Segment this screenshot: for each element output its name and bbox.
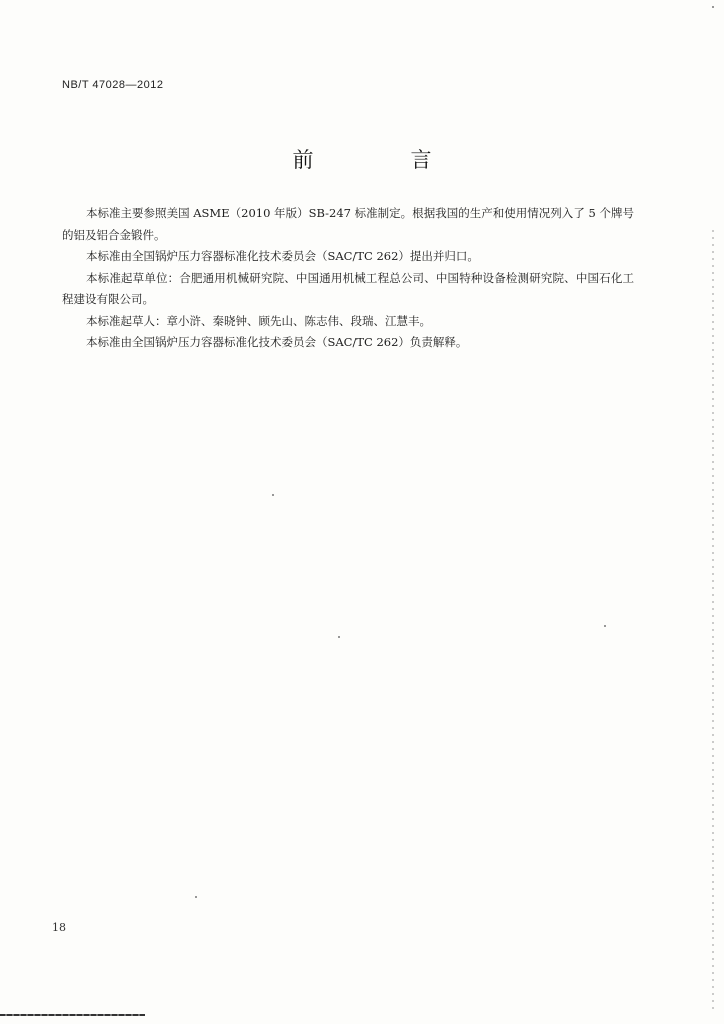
foreword-body (62, 203, 634, 354)
scan-speck (338, 636, 340, 638)
paragraph-drafters: 本标准起草人：章小浒、秦晓钟、顾先山、陈志伟、段瑞、江慧丰。 (86, 313, 431, 328)
paragraph-proposed-by: 本标准由全国锅炉压力容器标准化技术委员会（SAC/TC 262）提出并归口。 (86, 249, 479, 263)
scan-edge-marks (712, 230, 714, 1010)
paragraph-interpretation: 本标准由全国锅炉压力容器标准化技术委员会（SAC/TC 262）负责解释。 (86, 335, 468, 349)
standard-number: NB/T 47028—2012 (62, 79, 164, 91)
scan-speck (195, 896, 197, 898)
scan-bottom-mark (0, 1014, 145, 1016)
scan-speck (272, 494, 274, 496)
paragraph-drafting-units: 本标准起草单位：合肥通用机械研究院、中国通用机械工程总公司、中国特种设备检测研究院、中国石化工程建设有限公司。 (62, 270, 634, 306)
page-number: 18 (52, 921, 66, 934)
scan-speck (604, 625, 606, 627)
page-title: 前 言 (292, 148, 470, 172)
scan-speck (712, 6, 714, 8)
paragraph-reference-standard: 本标准主要参照美国 ASME（2010 年版）SB-247 标准制定。根据我国的生产和使用情况列入了 5 个牌号的铝及铝合金锻件。 (62, 206, 634, 242)
